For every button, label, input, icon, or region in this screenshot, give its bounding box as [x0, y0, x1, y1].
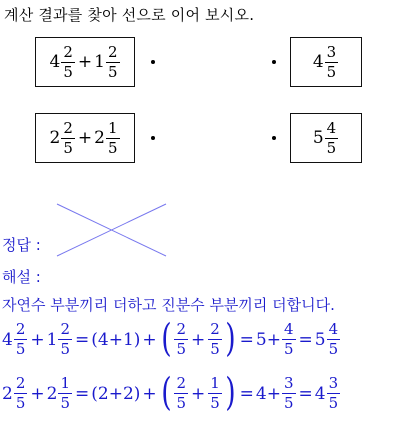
- fraction: $\frac{2}{5}$: [63, 118, 73, 157]
- answer-value-1: 4 $\frac{3}{5}$: [312, 42, 337, 81]
- whole-number: 1: [94, 52, 105, 72]
- solution-line-2: 2 $\frac{2}{5}$ + 2 $\frac{1}{5}$ = (2+2) + ( $\frac{2}{5}$ + $\frac{1}{5}$ ) = 4+ $\frac{3}{5}$ = 4 $\frac{3}{5}$: [2, 369, 339, 414]
- problem-expression-2: [49, 118, 121, 157]
- whole-number: 4: [49, 52, 61, 72]
- fraction: $\frac{2}{5}$: [107, 42, 118, 81]
- match-dot-left-2[interactable]: [151, 136, 155, 140]
- whole-number: 2: [49, 128, 61, 148]
- problem-expression-1: [49, 42, 121, 81]
- fraction: $\frac{1}{5}$: [107, 118, 118, 157]
- solution-line-1: 4 $\frac{2}{5}$ + 1 $\frac{2}{5}$ = (4+1) + ( $\frac{2}{5}$ + $\frac{2}{5}$ ) = 5+ $\frac{4}{5}$ = 5 $\frac{4}{5}$: [2, 315, 339, 360]
- answer-cross-lines: [55, 202, 170, 258]
- explanation-text: 자연수 부분끼리 더하고 진분수 부분끼리 더합니다.: [2, 296, 335, 314]
- answer-label: 정답 :: [2, 236, 41, 254]
- answer-box-2: [290, 113, 362, 163]
- fraction: $\frac{2}{5}$: [63, 42, 73, 81]
- problem-box-1: [35, 37, 135, 87]
- match-dot-right-1[interactable]: [272, 60, 276, 64]
- match-dot-right-2[interactable]: [272, 136, 276, 140]
- instruction-text: 계산 결과를 찾아 선으로 이어 보시오.: [4, 6, 255, 24]
- answer-box-1: [290, 37, 362, 87]
- plus-sign: +: [77, 52, 93, 72]
- plus-sign: +: [77, 128, 93, 148]
- answer-value-2: 5 $\frac{4}{5}$: [312, 118, 337, 157]
- explanation-label: 해설 :: [2, 268, 41, 286]
- problem-box-2: [35, 113, 135, 163]
- whole-number: 2: [94, 128, 105, 148]
- match-dot-left-1[interactable]: [151, 60, 155, 64]
